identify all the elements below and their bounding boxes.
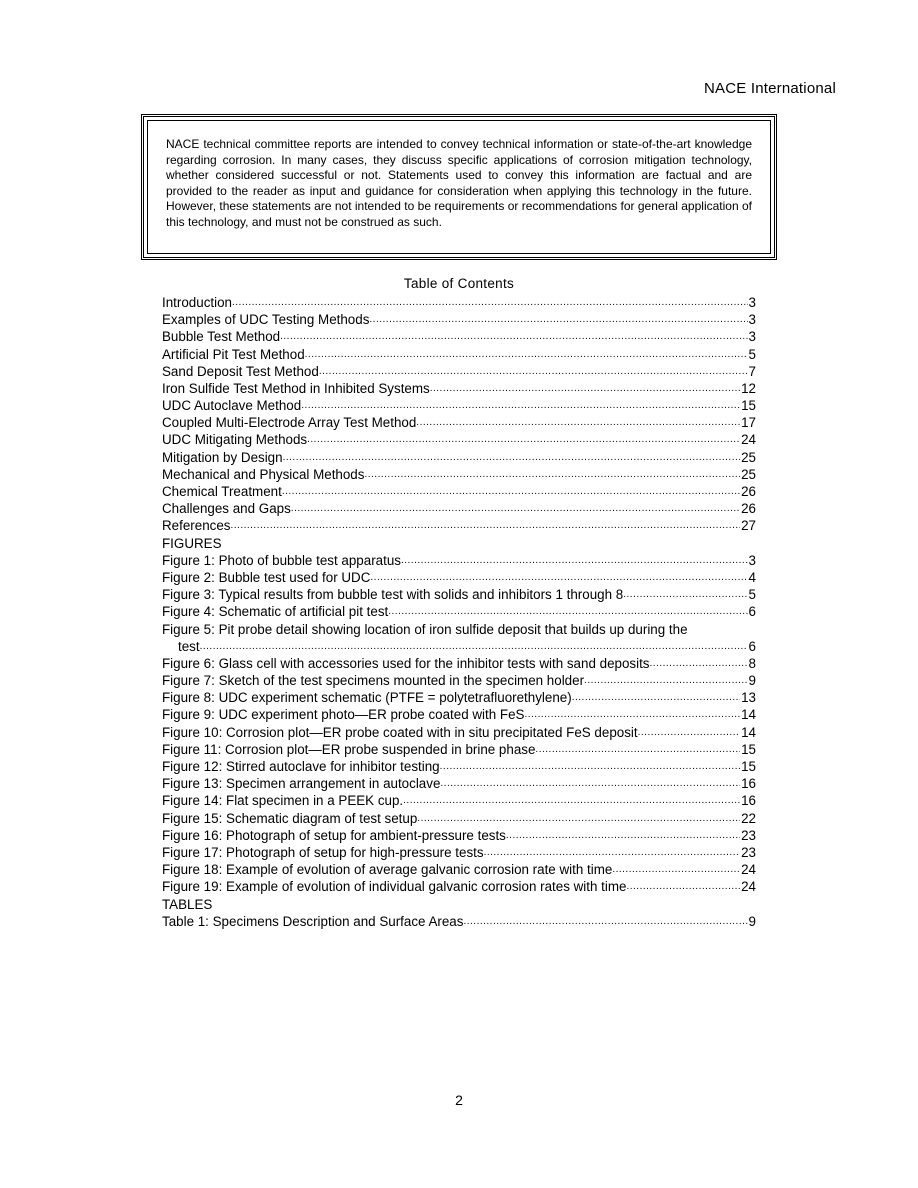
toc-figure-entry-leader-dots: [623, 586, 747, 603]
toc-figure-entry-page: 15: [741, 759, 756, 775]
toc-figure-entry[interactable]: [162, 569, 756, 586]
toc-section-entry[interactable]: [162, 294, 756, 311]
toc-figure-entry[interactable]: [162, 638, 756, 655]
toc-figure-entry-page: 3: [748, 552, 756, 568]
toc-section-entry-leader-dots: [301, 397, 740, 414]
toc-section-entry-page: 26: [741, 484, 756, 500]
toc-figure-entry[interactable]: [162, 707, 756, 724]
toc-figure-entry-label: Figure 7: Sketch of the test specimens mounted in the specimen holder: [162, 673, 585, 689]
toc-sections: [162, 294, 756, 535]
toc-tables-heading: TABLES: [162, 896, 213, 912]
toc-section-entry-label: References: [162, 518, 231, 534]
toc-section-entry-label: Mechanical and Physical Methods: [162, 466, 365, 482]
toc-figure-entry-leader-dots: [535, 741, 740, 758]
toc-section-entry-page: 3: [748, 294, 756, 310]
toc-section-entry-label: Introduction: [162, 294, 232, 310]
toc-section-entry-page: 12: [741, 380, 756, 396]
toc-figure-entry-label: Figure 14: Flat specimen in a PEEK cup.: [162, 793, 404, 809]
toc-figure-entry-label: Figure 11: Corrosion plot—ER probe suspended in brine phase: [162, 741, 536, 757]
toc-figure-entry-page: 15: [741, 741, 756, 757]
toc-section-entry-leader-dots: [305, 346, 748, 363]
toc-section-entry-page: 5: [748, 346, 756, 362]
toc-figure-entry-label: Figure 1: Photo of bubble test apparatus: [162, 552, 401, 568]
toc-figure-entry-leader-dots: [403, 792, 740, 809]
toc-figure-entry-page: 13: [741, 690, 756, 706]
disclaimer-text: NACE technical committee reports are intended to convey technical information or state-of-the-art knowledge regarding corrosion. In many cases, they discuss specific applications of corrosion mitigation technology, whether considered successful or not. Statements used to convey this information are factual and are provided to the reader as input and guidance for consideration when applying this technology in the future. However, these statements are not intended to be requirements or recommendations for general application of this technology, and must not be construed as such.: [166, 137, 752, 229]
toc-section-entry-label: UDC Autoclave Method: [162, 398, 302, 414]
toc-section-entry[interactable]: [162, 346, 756, 363]
toc-section-entry-label: Bubble Test Method: [162, 329, 281, 345]
toc-figure-entry[interactable]: [162, 655, 756, 672]
toc-figure-entry-label: Figure 3: Typical results from bubble test with solids and inhibitors 1 through 8: [162, 587, 624, 603]
toc-figure-entry[interactable]: [162, 603, 756, 620]
toc-figure-entry-leader-dots: [612, 861, 740, 878]
toc-figure-entry-page: 9: [748, 673, 756, 689]
toc-section-entry[interactable]: [162, 328, 756, 345]
toc-section-entry-leader-dots: [280, 328, 747, 345]
toc-figure-entry-leader-dots: [370, 569, 747, 586]
toc-figure-entry-label: Figure 10: Corrosion plot—ER probe coated with in situ precipitated FeS deposit: [162, 724, 638, 740]
toc-section-entry-leader-dots: [291, 500, 740, 517]
page-number: 2: [455, 1092, 463, 1108]
toc-figure-entry-page: 8: [748, 655, 756, 671]
toc-section-entry-page: 3: [748, 329, 756, 345]
toc-table-entry[interactable]: [162, 913, 756, 930]
toc-section-entry[interactable]: [162, 466, 756, 483]
toc-figure-entry-leader-dots: [572, 689, 740, 706]
toc-figure-entry-page: 14: [741, 724, 756, 740]
toc-figure-entry[interactable]: [162, 792, 756, 809]
toc-section-entry-page: 7: [748, 363, 756, 379]
toc-figure-entry-label: Figure 17: Photograph of setup for high-pressure tests: [162, 844, 484, 860]
toc-section-entry-label: Sand Deposit Test Method: [162, 363, 319, 379]
toc-section-entry-page: 3: [748, 312, 756, 328]
toc-section-entry-leader-dots: [364, 466, 740, 483]
toc-figure-entry-label-line[interactable]: Figure 5: Pit probe detail showing location of iron sulfide deposit that builds up during the: [162, 621, 688, 637]
toc-figures-heading: FIGURES: [162, 535, 222, 551]
toc-figure-entry-leader-dots: [388, 603, 747, 620]
header-organization: NACE International: [703, 80, 836, 97]
toc-section-entry-leader-dots: [282, 483, 740, 500]
toc-figure-entry-leader-dots: [524, 706, 740, 723]
toc-section-entry-label: Coupled Multi-Electrode Array Test Method: [162, 415, 417, 431]
toc-section-entry-page: 25: [741, 449, 756, 465]
toc-figure-entry-label: Figure 8: UDC experiment schematic (PTFE = polytetrafluorethylene): [162, 690, 572, 706]
toc-figure-entry[interactable]: [162, 827, 756, 844]
toc-figure-entry[interactable]: [162, 758, 756, 775]
toc-figure-entry-page: 16: [741, 776, 756, 792]
toc-table-entry-label: Table 1: Specimens Description and Surface Areas: [162, 913, 464, 929]
toc-figure-entry-leader-dots: [650, 655, 748, 672]
toc-section-entry-label: UDC Mitigating Methods: [162, 432, 308, 448]
toc-section-entry[interactable]: [162, 380, 756, 397]
toc-figure-entry-label: Figure 12: Stirred autoclave for inhibitor testing: [162, 759, 440, 775]
toc-section-entry-page: 15: [741, 398, 756, 414]
toc-figure-entry[interactable]: [162, 552, 756, 569]
toc-figure-entry-page: 23: [741, 844, 756, 860]
toc-figure-entry-label: test: [178, 638, 200, 654]
disclaimer-box: [141, 114, 777, 260]
toc-figure-entry-page: 5: [748, 587, 756, 603]
toc-figure-entry-leader-dots: [440, 775, 740, 792]
toc-figure-entry-page: 14: [741, 707, 756, 723]
toc-section-entry-leader-dots: [369, 311, 747, 328]
toc-section-entry-page: 24: [741, 432, 756, 448]
toc-section-entry[interactable]: [162, 311, 756, 328]
toc-figure-entry-leader-dots: [584, 672, 748, 689]
table-of-contents: [162, 294, 756, 930]
toc-section-entry-leader-dots: [430, 380, 740, 397]
toc-section-entry[interactable]: [162, 449, 756, 466]
toc-figure-entry-leader-dots: [506, 827, 740, 844]
toc-figure-entry-page: 4: [748, 569, 756, 585]
toc-figure-entry-label: Figure 6: Glass cell with accessories used for the inhibitor tests with sand deposits: [162, 655, 650, 671]
toc-figure-entry-leader-dots: [626, 878, 740, 895]
toc-section-entry-leader-dots: [283, 449, 741, 466]
toc-figure-entry[interactable]: [162, 586, 756, 603]
toc-figure-entry-page: 24: [741, 862, 756, 878]
toc-figure-entry-label: Figure 16: Photograph of setup for ambient-pressure tests: [162, 827, 506, 843]
toc-figure-entry-page: 24: [741, 879, 756, 895]
toc-section-entry-page: 27: [741, 518, 756, 534]
toc-figure-entry-leader-dots: [638, 724, 740, 741]
toc-figure-entry[interactable]: [162, 861, 756, 878]
toc-figure-entry[interactable]: [162, 844, 756, 861]
toc-tables: [162, 913, 756, 930]
toc-figure-entry[interactable]: [162, 775, 756, 792]
toc-figure-entry-label: Figure 2: Bubble test used for UDC: [162, 569, 371, 585]
toc-section-entry-page: 26: [741, 501, 756, 517]
toc-table-entry-page: 9: [748, 913, 756, 929]
toc-section-entry[interactable]: [162, 483, 756, 500]
toc-section-entry-label: Challenges and Gaps: [162, 501, 291, 517]
toc-figure-entry-leader-dots: [417, 810, 740, 827]
toc-figure-entry-page: 23: [741, 827, 756, 843]
toc-figure-entry-page: 22: [741, 810, 756, 826]
toc-figure-entry-leader-dots: [440, 758, 740, 775]
toc-figures: [162, 552, 756, 896]
toc-section-entry-leader-dots: [230, 517, 740, 534]
toc-section-entry-label: Chemical Treatment: [162, 484, 282, 500]
toc-figure-entry-label: Figure 13: Specimen arrangement in autoclave: [162, 776, 441, 792]
toc-figure-entry[interactable]: [162, 878, 756, 895]
toc-figure-entry-label: Figure 15: Schematic diagram of test setup: [162, 810, 418, 826]
toc-figure-entry[interactable]: [162, 724, 756, 741]
toc-figure-entry[interactable]: [162, 741, 756, 758]
toc-figure-entry[interactable]: [162, 689, 756, 706]
toc-section-entry[interactable]: [162, 363, 756, 380]
toc-figure-entry-page: 6: [748, 604, 756, 620]
toc-figure-entry-label: Figure 9: UDC experiment photo—ER probe coated with FeS: [162, 707, 525, 723]
toc-figure-entry-label: Figure 19: Example of evolution of individual galvanic corrosion rates with time: [162, 879, 627, 895]
toc-section-entry-leader-dots: [232, 294, 748, 311]
toc-section-entry[interactable]: [162, 397, 756, 414]
disclaimer-inner-border: [147, 120, 771, 254]
toc-section-entry-label: Iron Sulfide Test Method in Inhibited Systems: [162, 380, 430, 396]
toc-section-entry-leader-dots: [416, 414, 740, 431]
toc-section-entry[interactable]: [162, 414, 756, 431]
toc-figure-entry-label: Figure 4: Schematic of artificial pit test: [162, 604, 389, 620]
toc-figure-entry-leader-dots: [401, 552, 748, 569]
toc-figure-entry[interactable]: [162, 810, 756, 827]
toc-title: Table of Contents: [403, 276, 515, 291]
toc-figure-entry-page: 16: [741, 793, 756, 809]
toc-table-entry-leader-dots: [463, 913, 747, 930]
toc-figure-entry[interactable]: [162, 672, 756, 689]
toc-figure-entry-leader-dots: [484, 844, 741, 861]
toc-section-entry-label: Mitigation by Design: [162, 449, 283, 465]
toc-section-entry-label: Examples of UDC Testing Methods: [162, 312, 370, 328]
toc-section-entry-leader-dots: [307, 431, 740, 448]
toc-figure-entry-leader-dots: [200, 638, 748, 655]
toc-section-entry-leader-dots: [319, 363, 748, 380]
toc-figure-entry-page: 6: [748, 638, 756, 654]
toc-section-entry-page: 25: [741, 466, 756, 482]
toc-section-entry[interactable]: [162, 517, 756, 534]
toc-section-entry[interactable]: [162, 432, 756, 449]
toc-section-entry-label: Artificial Pit Test Method: [162, 346, 305, 362]
toc-section-entry[interactable]: [162, 500, 756, 517]
toc-section-entry-page: 17: [741, 415, 756, 431]
toc-figure-entry-label: Figure 18: Example of evolution of average galvanic corrosion rate with time: [162, 862, 613, 878]
